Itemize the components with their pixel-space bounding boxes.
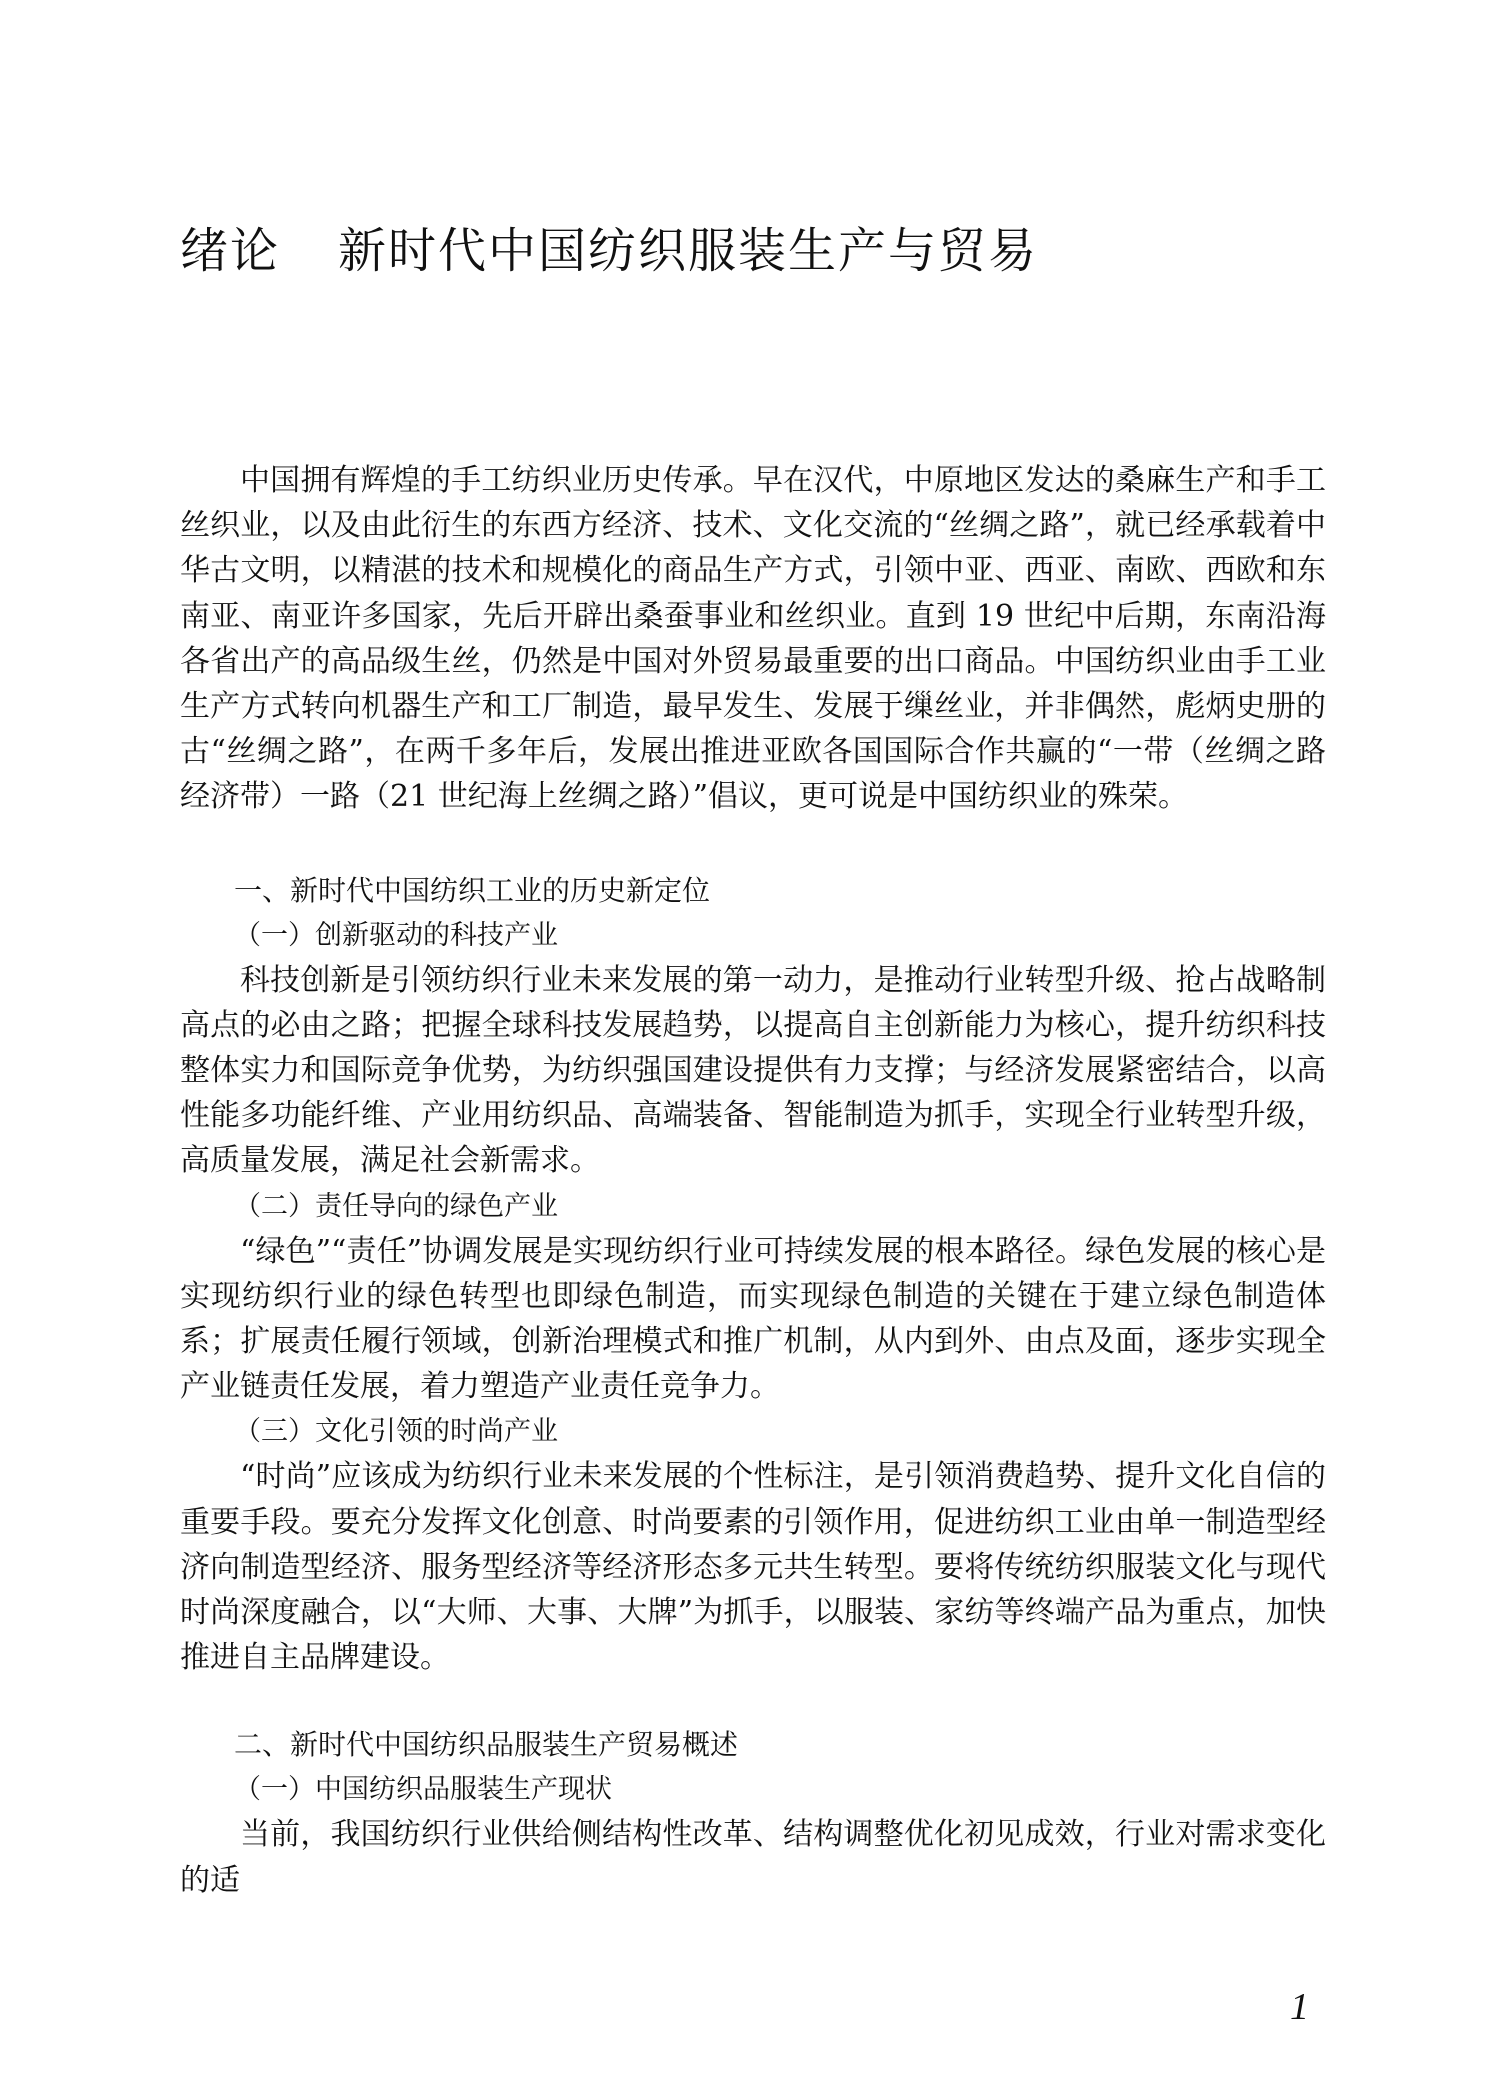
- paragraph-production: 当前，我国纺织行业供给侧结构性改革、结构调整优化初见成效，行业对需求变化的适: [180, 1817, 1326, 1898]
- subsection-heading-innovation: （一）创新驱动的科技产业: [234, 919, 558, 951]
- subsection-heading-green: （二）责任导向的绿色产业: [234, 1190, 558, 1222]
- subsection-heading-fashion: （三）文化引领的时尚产业: [234, 1416, 558, 1448]
- paragraph-fashion: “时尚”应该成为纺织行业未来发展的个性标注，是引领消费趋势、提升文化自信的重要手段。要充分发挥文化创意、时尚要素的引领作用，促进纺织工业由单一制造型经济向制造型经济、服务型经济等经济形态多元共生转型。要将传统纺织服装文化与现代时尚深度融合，以“大师、大事、大牌”为抓手，以服装、家纺等终端产品为重点，加快推进自主品牌建设。: [180, 1459, 1326, 1676]
- paragraph-innovation: 科技创新是引领纺织行业未来发展的第一动力，是推动行业转型升级、抢占战略制高点的必由之路；把握全球科技发展趋势，以提高自主创新能力为核心，提升纺织科技整体实力和国际竞争优势，为纺织强国建设提供有力支撑；与经济发展紧密结合，以高性能多功能纤维、产业用纺织品、高端装备、智能制造为抓手，实现全行业转型升级，高质量发展，满足社会新需求。: [180, 962, 1326, 1179]
- intro-paragraph: 中国拥有辉煌的手工纺织业历史传承。早在汉代，中原地区发达的桑麻生产和手工丝织业，以及由此衍生的东西方经济、技术、文化交流的“丝绸之路”，就已经承载着中华古文明，以精湛的技术和规模化的商品生产方式，引领中亚、西亚、南欧、西欧和东南亚、南亚许多国家，先后开辟出桑蚕事业和丝织业。直到 19 世纪中后期，东南沿海各省出产的高品级生丝，仍然是中国对外贸易最重要的出口商品。中国纺织业由手工业生产方式转向机器生产和工厂制造，最早发生、发展于缫丝业，并非偶然，彪炳史册的古“丝绸之路”，在两千多年后，发展出推进亚欧各国国际合作共赢的“一带（丝绸之路经济带）一路（21 世纪海上丝绸之路）”倡议，更可说是中国纺织业的殊荣。: [180, 463, 1326, 815]
- body-text: [180, 458, 1326, 1903]
- subsection-heading-production: （一）中国纺织品服装生产现状: [234, 1774, 612, 1806]
- chapter-title-text: 新时代中国纺织服装生产与贸易: [338, 223, 1039, 279]
- page-number: 1: [1290, 1986, 1309, 2028]
- paragraph-green: “绿色”“责任”协调发展是实现纺织行业可持续发展的根本路径。绿色发展的核心是实现纺织行业的绿色转型也即绿色制造，而实现绿色制造的关键在于建立绿色制造体系；扩展责任履行领域，创新治理模式和推广机制，从内到外、由点及面，逐步实现全产业链责任发展，着力塑造产业责任竞争力。: [180, 1233, 1326, 1405]
- chapter-title: [180, 212, 1038, 281]
- section-heading-one: 一、新时代中国纺织工业的历史新定位: [234, 873, 711, 907]
- section-heading-two: 二、新时代中国纺织品服装生产贸易概述: [234, 1728, 739, 1762]
- chapter-label: 绪论: [180, 223, 281, 279]
